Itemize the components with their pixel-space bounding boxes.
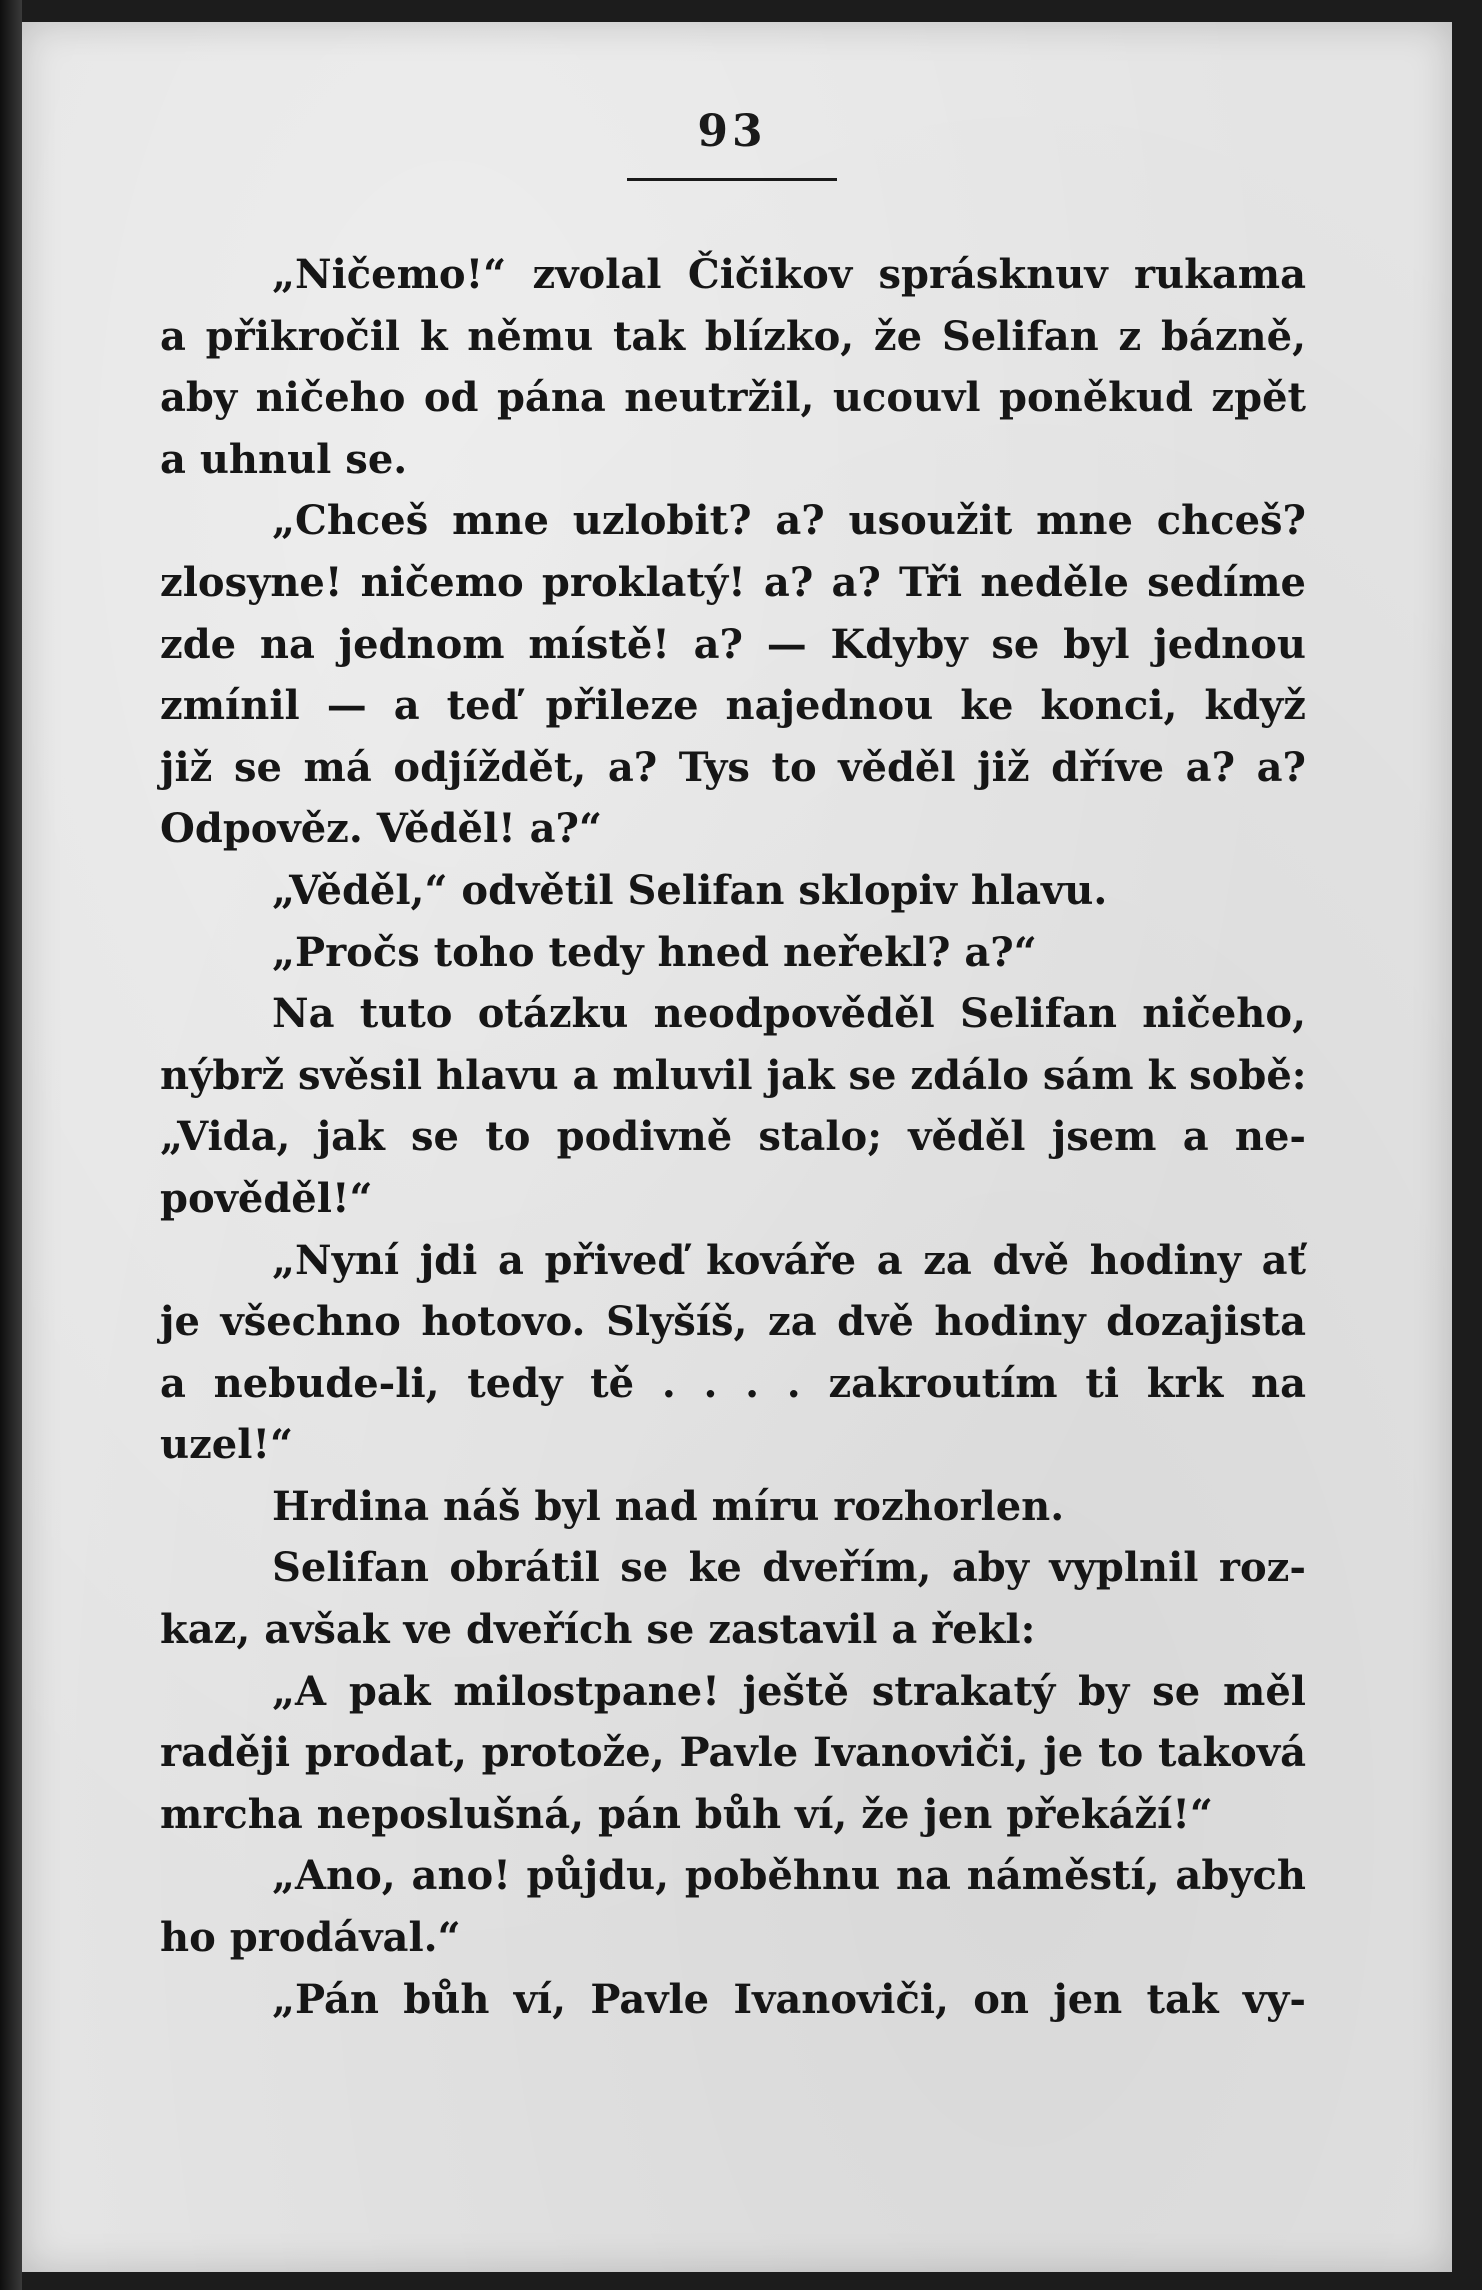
text-line: raději prodat, protože, Pavle Ivanoviči, je to taková	[160, 1729, 1306, 1777]
text-line: uzel!“	[160, 1421, 294, 1469]
text-line: zlosyne! ničemo proklatý! a? a? Tři neděle sedíme	[160, 558, 1306, 606]
text-line: je všechno hotovo. Slyšíš, za dvě hodiny dozajista	[160, 1298, 1306, 1346]
text-line: „Chceš mne uzlobit? a? usoužit mne chceš?	[272, 497, 1306, 545]
text-line: Odpověz. Věděl! a?“	[160, 805, 602, 853]
text-line: zde na jednom místě! a? — Kdyby se byl jednou	[160, 620, 1306, 668]
text-line: „Věděl,“ odvětil Selifan sklopiv hlavu.	[272, 866, 1108, 914]
text-line: pověděl!“	[160, 1174, 373, 1222]
text-line: mrcha neposlušná, pán bůh ví, že jen překáží!“	[160, 1790, 1213, 1838]
text-line: aby ničeho od pána neutržil, ucouvl poněkud zpět	[160, 374, 1306, 422]
text-line: Na tuto otázku neodpověděl Selifan ničeho,	[272, 990, 1306, 1038]
text-line: a přikročil k němu tak blízko, že Selifan z bázně,	[160, 312, 1306, 360]
text-line: ho prodával.“	[160, 1914, 461, 1962]
text-line: „Vida, jak se to podivně stalo; věděl jsem a ne-	[160, 1113, 1306, 1161]
text-line: „Ano, ano! půjdu, poběhnu na náměstí, abych	[272, 1852, 1306, 1900]
page-number-rule	[627, 178, 837, 181]
text-line: zmínil — a teď přileze najednou ke konci, když	[160, 682, 1306, 730]
text-line: Hrdina náš byl nad míru rozhorlen.	[272, 1482, 1065, 1530]
text-line: a uhnul se.	[160, 435, 408, 483]
text-line: „Ničemo!“ zvolal Čičikov sprásknuv rukama	[272, 251, 1306, 298]
text-line: „Nyní jdi a přiveď kováře a za dvě hodiny ať	[272, 1236, 1306, 1284]
text-line: „Pán bůh ví, Pavle Ivanoviči, on jen tak vy-	[272, 1975, 1306, 2023]
text-line: a nebude-li, tedy tě . . . . zakroutím ti krk na	[160, 1359, 1306, 1407]
text-line: nýbrž svěsil hlavu a mluvil jak se zdálo sám k sobě:	[160, 1051, 1307, 1099]
text-line: „Pročs toho tedy hned neřekl? a?“	[272, 928, 1037, 976]
page-number: 93	[697, 106, 767, 157]
text-line: Selifan obrátil se ke dveřím, aby vyplnil roz-	[272, 1544, 1306, 1592]
text-line: kaz, avšak ve dveřích se zastavil a řekl:	[160, 1606, 1036, 1654]
text-line: již se má odjíždět, a? Tys to věděl již dříve a? a?	[160, 743, 1306, 791]
scan-left-edge	[0, 0, 22, 2290]
text-line: „A pak milostpane! ještě strakatý by se měl	[272, 1667, 1306, 1715]
body-text	[160, 244, 1306, 2030]
book-page	[22, 22, 1452, 2272]
